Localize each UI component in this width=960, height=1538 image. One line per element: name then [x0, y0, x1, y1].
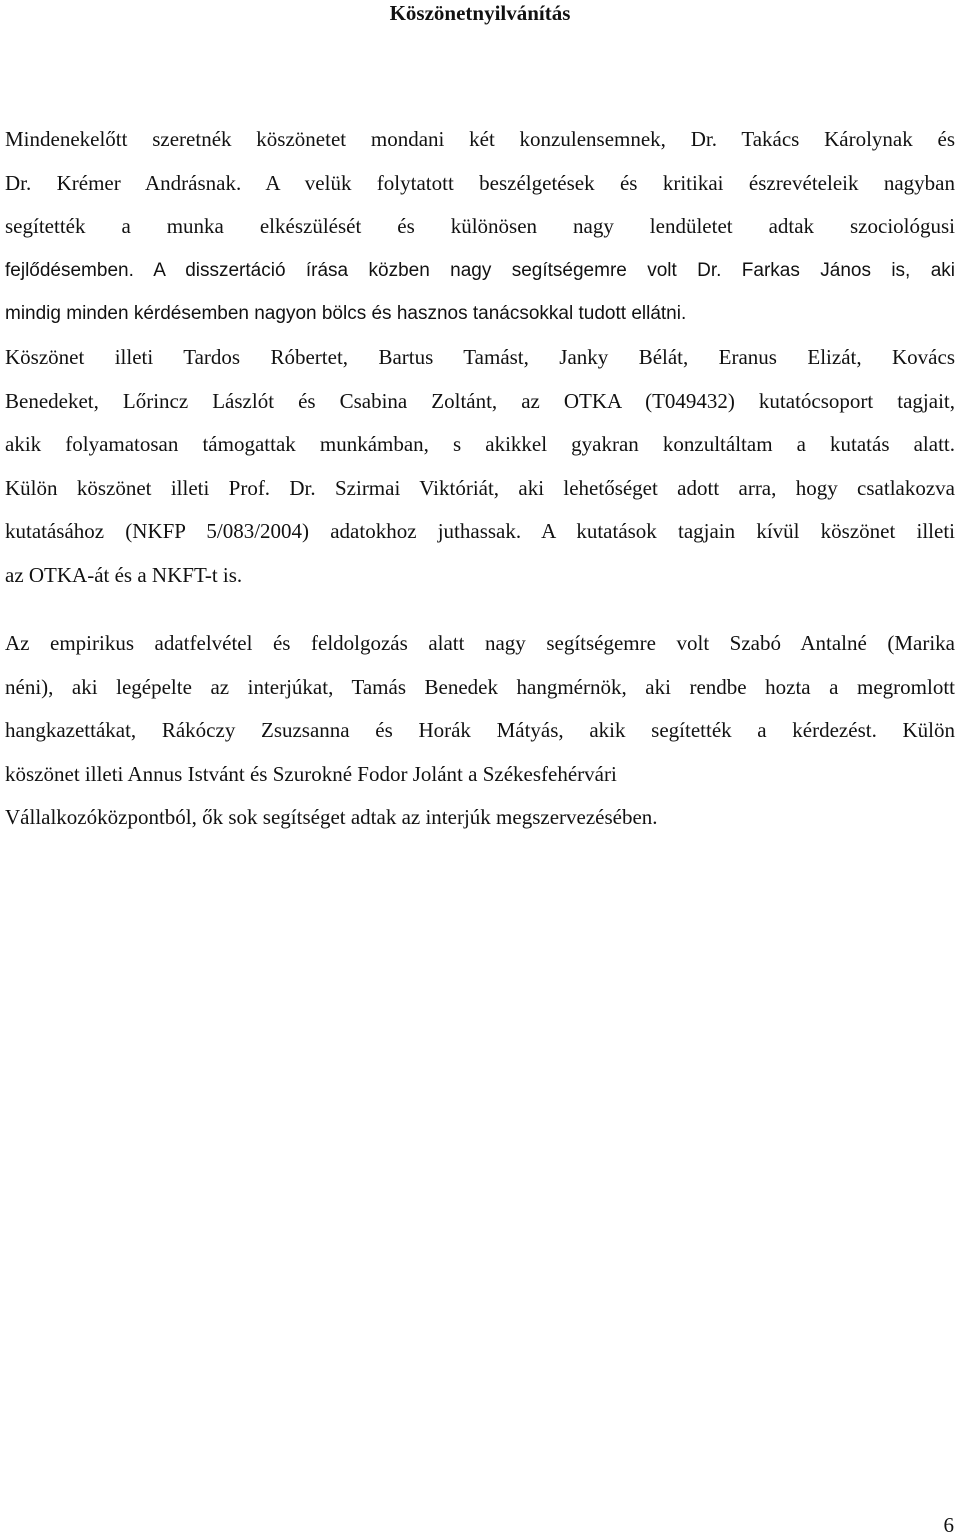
paragraph-line: köszönet illeti Annus Istvánt és Szurokné Fodor Jolánt a Székesfehérvári [5, 761, 617, 786]
paragraph-line: néni), aki legépelte az interjúkat, Tamás Benedek hangmérnök, aki rendbe hozta a megromlott [5, 674, 955, 699]
paragraph-line: Az empirikus adatfelvétel és feldolgozás alatt nagy segítségemre volt Szabó Antalné (Marika [5, 631, 955, 655]
paragraph-line: Köszönet illeti Tardos Róbertet, Bartus Tamást, Janky Bélát, Eranus Elizát, Kovács [5, 344, 955, 369]
paragraph-line: Külön köszönet illeti Prof. Dr. Szirmai Viktóriát, aki lehetőséget adott arra, hogy csatlakozva [5, 475, 955, 500]
paragraph-line: segítették a munka elkészülését és különösen nagy lendületet adtak szociológusi [5, 214, 955, 239]
paragraph-acknowledgement-1 [5, 118, 955, 598]
paragraph-acknowledgement-2 [5, 622, 955, 840]
paragraph-line: mindig minden kérdésemben nagyon bölcs és hasznos tanácsokkal tudott ellátni. [5, 303, 687, 325]
paragraph-line: Mindenekelőtt szeretnék köszönetet mondani két konzulensemnek, Dr. Takács Károlynak és [5, 127, 955, 151]
page-number: 6 [943, 1513, 954, 1537]
page-title: Köszönetnyilvánítás [389, 1, 571, 25]
paragraph-line: Benedeket, Lőrincz Lászlót és Csabina Zoltánt, az OTKA (T049432) kutatócsoport tagjait, [5, 388, 955, 413]
paragraph-line: hangkazettákat, Rákóczy Zsuzsanna és Horák Mátyás, akik segítették a kérdezést. Külön [5, 718, 955, 743]
paragraph-line: Vállalkozóközpontból, ők sok segítséget adtak az interjúk megszervezésében. [5, 805, 658, 830]
paragraph-line: kutatásához (NKFP 5/083/2004) adatokhoz juthassak. A kutatások tagjain kívül köszönet illeti [5, 519, 955, 544]
paragraph-line: Dr. Krémer Andrásnak. A velük folytatott beszélgetések és kritikai észrevételeik nagyban [5, 170, 955, 195]
paragraph-line: fejlődésemben. A disszertáció írása közben nagy segítségemre volt Dr. Farkas János is, aki [5, 259, 955, 281]
paragraph-line: az OTKA-át és a NKFT-t is. [5, 562, 243, 587]
paragraph-line: akik folyamatosan támogattak munkámban, s akikkel gyakran konzultáltam a kutatás alatt. [5, 432, 955, 457]
